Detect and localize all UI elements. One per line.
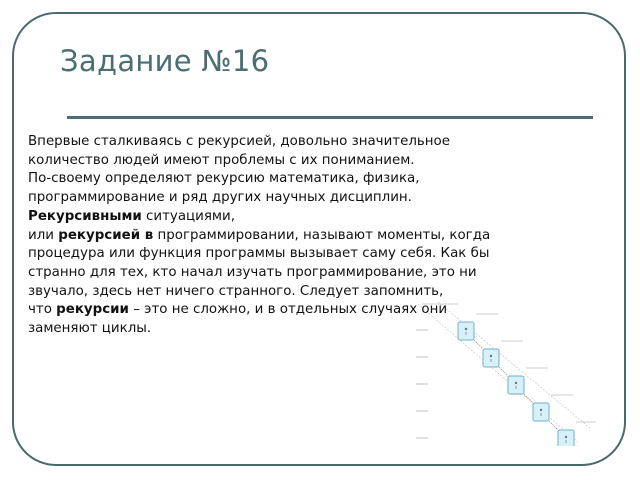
bold-term-recursive: Рекурсивными — [28, 208, 142, 224]
text-line: По-своему определяют рекурсию математика, физика, — [28, 171, 420, 187]
title-divider — [67, 116, 593, 119]
text-line: процедура или функция программы вызывает саму себя. Как бы — [28, 246, 490, 262]
text-line: – это не сложно, и в отдельных случаях они — [128, 302, 448, 318]
diagram-call-box — [533, 403, 549, 421]
text-line: ситуациями, — [141, 208, 235, 224]
diagram-box-dot — [565, 436, 567, 438]
text-line: Впервые сталкиваясь с рекурсией, довольно значительное — [28, 134, 450, 149]
slide-title: Задание №16 — [60, 44, 270, 78]
diagram-call-box — [508, 376, 524, 394]
diagram-box-dot — [490, 355, 492, 357]
text-line: количество людей имеют проблемы с их пониманием. — [28, 152, 415, 168]
text-line: программирование и ряд других научных дисциплин. — [28, 190, 412, 206]
text-line: или — [28, 227, 59, 243]
text-line: заменяют циклы. — [28, 321, 152, 337]
diagram-call-box — [483, 349, 499, 367]
diagram-connector — [549, 421, 558, 430]
text-line: звучало, здесь нет ничего странного. Следует запомнить, — [28, 283, 444, 299]
text-line: что — [28, 302, 57, 318]
bold-term-recursions: рекурсии — [56, 302, 129, 318]
diagram-connector — [524, 394, 533, 403]
bold-term-recursion: рекурсией в — [58, 227, 154, 243]
diagram-box-dot — [515, 382, 517, 384]
slide-body-text — [28, 133, 528, 339]
text-line: программировании, называют моменты, когда — [153, 227, 491, 243]
diagram-box-dot — [540, 409, 542, 411]
text-line: странно для тех, кто начал изучать программирование, это ни — [28, 264, 477, 280]
diagram-connector — [474, 340, 483, 349]
